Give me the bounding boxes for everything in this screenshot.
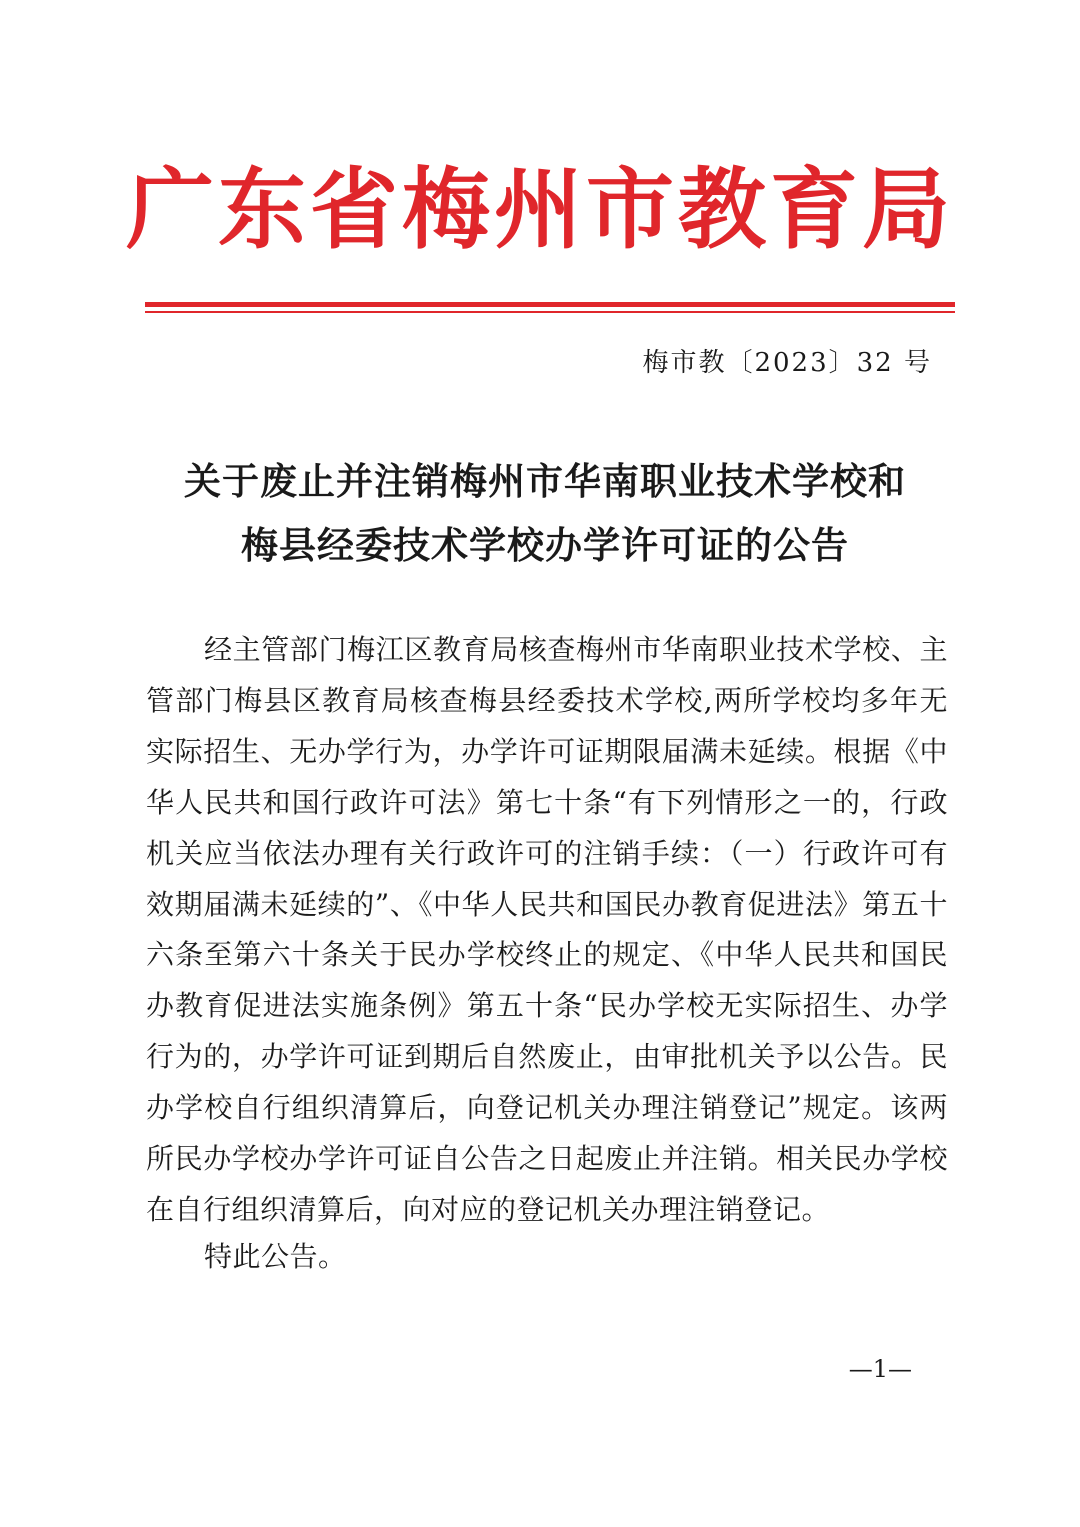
masthead-red-rule-thick: [145, 302, 955, 307]
page-number: —1—: [848, 1355, 912, 1383]
document-closing: 特此公告。: [204, 1240, 347, 1273]
document-number: 梅市教〔2023〕32 号: [642, 348, 932, 378]
document-title-line-1: 关于废止并注销梅州市华南职业技术学校和: [184, 460, 906, 503]
masthead-org-name: 广东省梅州市教育局: [126, 158, 955, 261]
masthead-red-rule-thin: [145, 311, 955, 313]
document-body-paragraph: 经主管部门梅江区教育局核查梅州市华南职业技术学校、主管部门梅县区教育局核查梅县经委技术学校,两所学校均多年无实际招生、无办学行为，办学许可证期限届满未延续。根据《中华人民共和国行政许可法》第七十条“有下列情形之一的，行政机关应当依法办理有关行政许可的注销手续：（一）行政许可有效期届满未延续的”、《中华人民共和国民办教育促进法》第五十六条至第六十条关于民办学校终止的规定、《中华人民共和国民办教育促进法实施条例》第五十条“民办学校无实际招生、办学行为的，办学许可证到期后自然废止，由审批机关予以公告。民办学校自行组织清算后，向登记机关办理注销登记”规定。该两所民办学校办学许可证自公告之日起废止并注销。相关民办学校在自行组织清算后，向对应的登记机关办理注销登记。: [146, 633, 948, 1226]
document-title-line-2: 梅县经委技术学校办学许可证的公告: [241, 524, 849, 567]
